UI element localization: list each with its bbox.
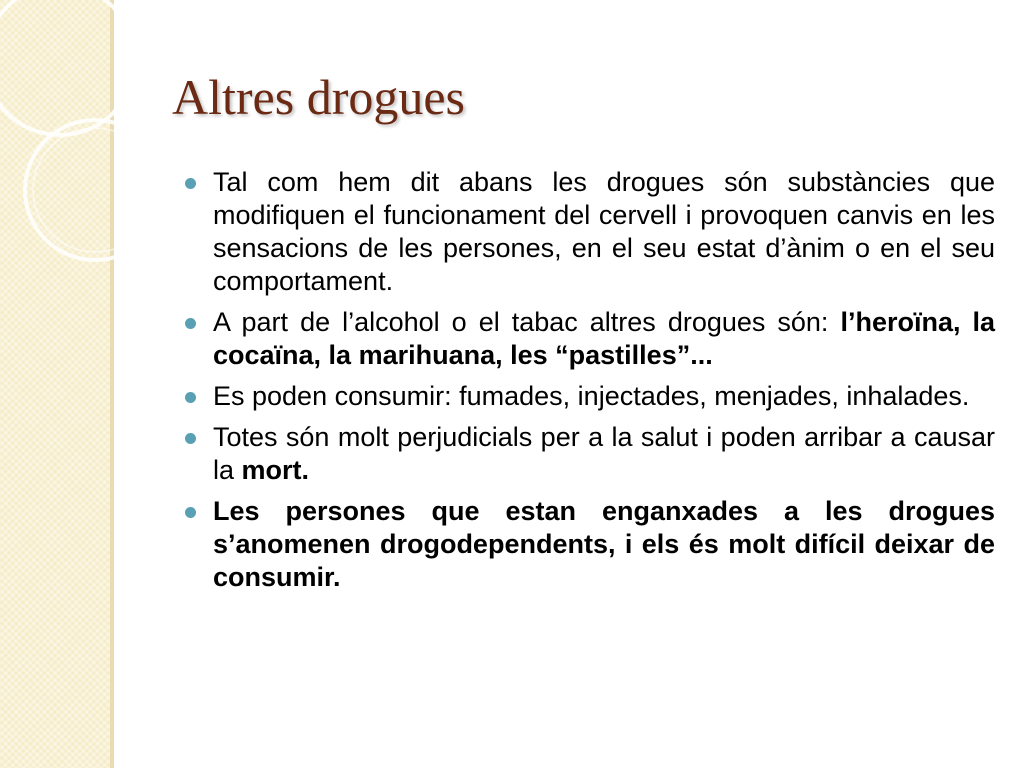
bullet-text: A part de l’alcohol o el tabac altres drogues són:: [213, 307, 841, 337]
bullet-item: [185, 495, 995, 594]
bullet-text: Tal com hem dit abans les drogues són substàncies que modifiquen el funcionament del cervell i provoquen canvis en les sensacions de les persones, en el seu estat d’ànim o en el seu comportament.: [213, 167, 995, 296]
bullet-text-bold: l’heroïna, la cocaïna, la marihuana, les “pastilles”...: [213, 307, 996, 370]
bullet-dot-icon: [185, 507, 196, 518]
bullet-text: Totes són molt perjudicials per a la salut i poden arribar a causar la: [213, 422, 995, 485]
bullet-item: [185, 166, 995, 298]
bullet-dot-icon: [185, 318, 196, 329]
bullet-dot-icon: [185, 178, 196, 189]
bullet-item: [185, 421, 995, 487]
bullet-text: Es poden consumir: fumades, injectades, menjades, inhalades.: [213, 381, 970, 411]
decorative-circles: [0, 0, 160, 320]
bullet-dot-icon: [185, 392, 196, 403]
bullet-item: [185, 380, 995, 413]
bullet-list: [185, 166, 995, 602]
bullet-text-bold: Les persones que estan enganxades a les drogues s’anomenen drogodependents, i els és molt difícil deixar de consumir.: [213, 496, 995, 592]
bullet-item: [185, 306, 995, 372]
bullet-dot-icon: [185, 433, 196, 444]
slide-title: Altres drogues: [172, 69, 465, 125]
bullet-text-bold: mort.: [241, 455, 310, 485]
